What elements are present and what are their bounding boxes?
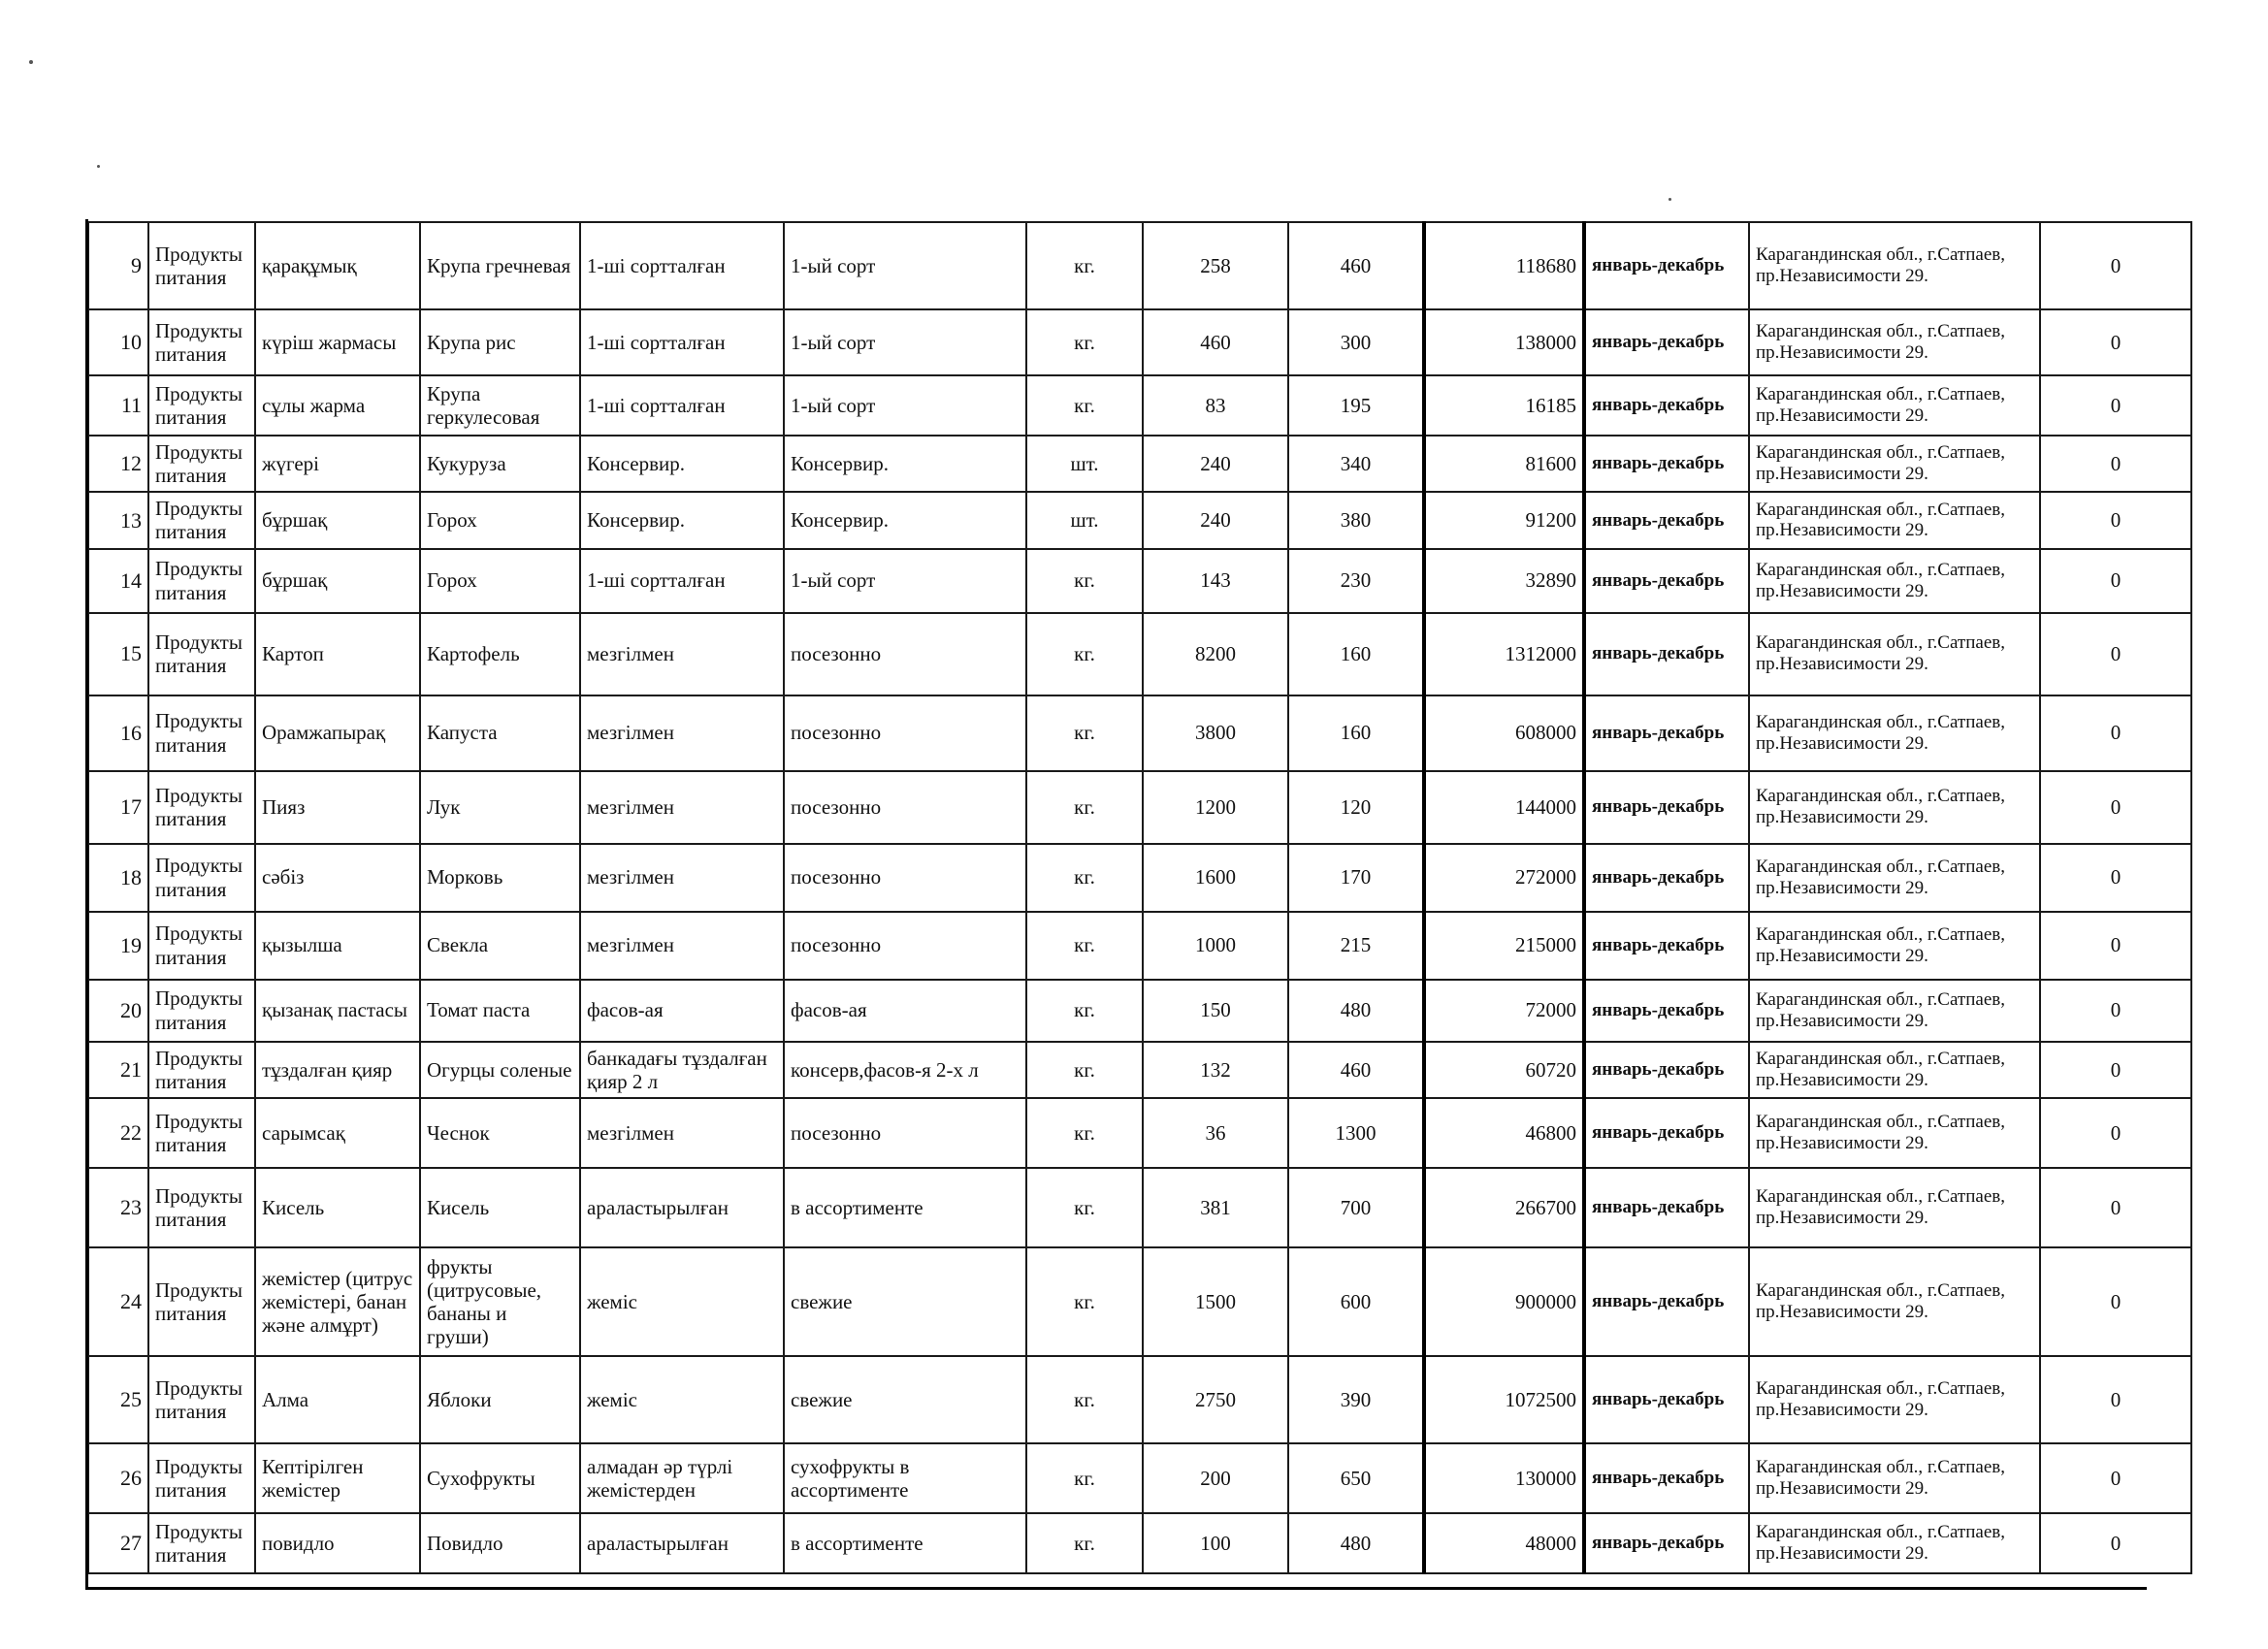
name-kz-cell: Кисель — [255, 1168, 420, 1247]
quantity-cell: 143 — [1143, 549, 1288, 613]
quantity-cell: 83 — [1143, 375, 1288, 436]
sum-cell: 138000 — [1424, 309, 1584, 375]
sum-cell: 32890 — [1424, 549, 1584, 613]
price-cell: 650 — [1288, 1443, 1424, 1513]
category-cell: Продукты питания — [148, 1098, 255, 1168]
price-cell: 230 — [1288, 549, 1424, 613]
unit-cell: кг. — [1026, 613, 1143, 695]
row-number: 19 — [88, 912, 148, 980]
name-ru-cell: Сухофрукты — [420, 1443, 580, 1513]
row-number: 21 — [88, 1042, 148, 1098]
description-ru-cell: 1-ый сорт — [784, 309, 1026, 375]
name-kz-cell: қарақұмық — [255, 222, 420, 309]
name-ru-cell: Горох — [420, 492, 580, 548]
unit-cell: кг. — [1026, 309, 1143, 375]
period-cell: январь-декабрь — [1584, 1513, 1749, 1573]
address-cell: Карагандинская обл., г.Сатпаев, пр.Независимости 29. — [1749, 436, 2040, 492]
address-cell: Карагандинская обл., г.Сатпаев, пр.Независимости 29. — [1749, 375, 2040, 436]
name-ru-cell: Томат паста — [420, 980, 580, 1042]
quantity-cell: 1200 — [1143, 771, 1288, 844]
quantity-cell: 36 — [1143, 1098, 1288, 1168]
advance-cell: 0 — [2040, 492, 2191, 548]
description-ru-cell: 1-ый сорт — [784, 222, 1026, 309]
address-cell: Карагандинская обл., г.Сатпаев, пр.Независимости 29. — [1749, 222, 2040, 309]
advance-cell: 0 — [2040, 980, 2191, 1042]
table-row — [88, 912, 2191, 980]
name-ru-cell: Лук — [420, 771, 580, 844]
name-kz-cell: Пияз — [255, 771, 420, 844]
period-cell: январь-декабрь — [1584, 980, 1749, 1042]
category-cell: Продукты питания — [148, 1168, 255, 1247]
category-cell: Продукты питания — [148, 844, 255, 912]
sum-cell: 118680 — [1424, 222, 1584, 309]
advance-cell: 0 — [2040, 375, 2191, 436]
category-cell: Продукты питания — [148, 912, 255, 980]
advance-cell: 0 — [2040, 771, 2191, 844]
table-row — [88, 549, 2191, 613]
row-number: 17 — [88, 771, 148, 844]
category-cell: Продукты питания — [148, 222, 255, 309]
row-number: 22 — [88, 1098, 148, 1168]
unit-cell: кг. — [1026, 1168, 1143, 1247]
price-cell: 480 — [1288, 980, 1424, 1042]
unit-cell: кг. — [1026, 1042, 1143, 1098]
name-ru-cell: Кисель — [420, 1168, 580, 1247]
sum-cell: 1312000 — [1424, 613, 1584, 695]
advance-cell: 0 — [2040, 1247, 2191, 1356]
description-ru-cell: 1-ый сорт — [784, 375, 1026, 436]
table-row — [88, 492, 2191, 548]
table-row — [88, 1098, 2191, 1168]
sum-cell: 215000 — [1424, 912, 1584, 980]
description-ru-cell: 1-ый сорт — [784, 549, 1026, 613]
table-row — [88, 1443, 2191, 1513]
advance-cell: 0 — [2040, 309, 2191, 375]
category-cell: Продукты питания — [148, 1247, 255, 1356]
description-kz-cell: 1-ші сортталған — [580, 309, 784, 375]
row-number: 14 — [88, 549, 148, 613]
table-row — [88, 1247, 2191, 1356]
description-kz-cell: мезгілмен — [580, 771, 784, 844]
sum-cell: 81600 — [1424, 436, 1584, 492]
period-cell: январь-декабрь — [1584, 695, 1749, 771]
unit-cell: кг. — [1026, 912, 1143, 980]
quantity-cell: 2750 — [1143, 1356, 1288, 1443]
name-kz-cell: Картоп — [255, 613, 420, 695]
address-cell: Карагандинская обл., г.Сатпаев, пр.Независимости 29. — [1749, 492, 2040, 548]
sum-cell: 72000 — [1424, 980, 1584, 1042]
period-cell: январь-декабрь — [1584, 1356, 1749, 1443]
name-ru-cell: Повидло — [420, 1513, 580, 1573]
address-cell: Карагандинская обл., г.Сатпаев, пр.Независимости 29. — [1749, 309, 2040, 375]
category-cell: Продукты питания — [148, 1042, 255, 1098]
price-cell: 460 — [1288, 222, 1424, 309]
name-kz-cell: повидло — [255, 1513, 420, 1573]
quantity-cell: 258 — [1143, 222, 1288, 309]
period-cell: январь-декабрь — [1584, 1168, 1749, 1247]
category-cell: Продукты питания — [148, 309, 255, 375]
address-cell: Карагандинская обл., г.Сатпаев, пр.Независимости 29. — [1749, 1042, 2040, 1098]
period-cell: январь-декабрь — [1584, 771, 1749, 844]
unit-cell: шт. — [1026, 492, 1143, 548]
address-cell: Карагандинская обл., г.Сатпаев, пр.Независимости 29. — [1749, 549, 2040, 613]
description-ru-cell: сухофрукты в ассортименте — [784, 1443, 1026, 1513]
period-cell: январь-декабрь — [1584, 309, 1749, 375]
quantity-cell: 3800 — [1143, 695, 1288, 771]
name-ru-cell: Кукуруза — [420, 436, 580, 492]
row-number: 12 — [88, 436, 148, 492]
sum-cell: 46800 — [1424, 1098, 1584, 1168]
scan-speck — [1669, 198, 1671, 201]
name-ru-cell: Огурцы соленые — [420, 1042, 580, 1098]
name-ru-cell: Картофель — [420, 613, 580, 695]
advance-cell: 0 — [2040, 844, 2191, 912]
price-cell: 195 — [1288, 375, 1424, 436]
quantity-cell: 460 — [1143, 309, 1288, 375]
name-ru-cell: Капуста — [420, 695, 580, 771]
description-ru-cell: фасов-ая — [784, 980, 1026, 1042]
name-ru-cell: Морковь — [420, 844, 580, 912]
address-cell: Карагандинская обл., г.Сатпаев, пр.Независимости 29. — [1749, 844, 2040, 912]
row-number: 13 — [88, 492, 148, 548]
name-ru-cell: Горох — [420, 549, 580, 613]
description-kz-cell: мезгілмен — [580, 695, 784, 771]
period-cell: январь-декабрь — [1584, 375, 1749, 436]
description-ru-cell: посезонно — [784, 695, 1026, 771]
quantity-cell: 1600 — [1143, 844, 1288, 912]
address-cell: Карагандинская обл., г.Сатпаев, пр.Независимости 29. — [1749, 695, 2040, 771]
row-number: 26 — [88, 1443, 148, 1513]
price-cell: 340 — [1288, 436, 1424, 492]
unit-cell: кг. — [1026, 1513, 1143, 1573]
period-cell: январь-декабрь — [1584, 549, 1749, 613]
quantity-cell: 240 — [1143, 436, 1288, 492]
period-cell: январь-декабрь — [1584, 492, 1749, 548]
description-ru-cell: консерв,фасов-я 2-х л — [784, 1042, 1026, 1098]
description-kz-cell: банкадағы тұздалған қияр 2 л — [580, 1042, 784, 1098]
table-row — [88, 844, 2191, 912]
quantity-cell: 132 — [1143, 1042, 1288, 1098]
name-kz-cell: бұршақ — [255, 549, 420, 613]
table-row — [88, 222, 2191, 309]
price-cell: 600 — [1288, 1247, 1424, 1356]
description-kz-cell: жеміс — [580, 1356, 784, 1443]
description-kz-cell: мезгілмен — [580, 844, 784, 912]
sum-cell: 60720 — [1424, 1042, 1584, 1098]
category-cell: Продукты питания — [148, 613, 255, 695]
unit-cell: кг. — [1026, 549, 1143, 613]
unit-cell: кг. — [1026, 695, 1143, 771]
row-number: 20 — [88, 980, 148, 1042]
name-ru-cell: фрукты (цитрусовые, бананы и груши) — [420, 1247, 580, 1356]
category-cell: Продукты питания — [148, 492, 255, 548]
period-cell: январь-декабрь — [1584, 436, 1749, 492]
price-cell: 160 — [1288, 613, 1424, 695]
unit-cell: кг. — [1026, 375, 1143, 436]
description-ru-cell: посезонно — [784, 912, 1026, 980]
advance-cell: 0 — [2040, 549, 2191, 613]
table-row — [88, 375, 2191, 436]
period-cell: январь-декабрь — [1584, 613, 1749, 695]
price-cell: 460 — [1288, 1042, 1424, 1098]
address-cell: Карагандинская обл., г.Сатпаев, пр.Независимости 29. — [1749, 1513, 2040, 1573]
row-number: 10 — [88, 309, 148, 375]
address-cell: Карагандинская обл., г.Сатпаев, пр.Независимости 29. — [1749, 912, 2040, 980]
advance-cell: 0 — [2040, 1356, 2191, 1443]
address-cell: Карагандинская обл., г.Сатпаев, пр.Независимости 29. — [1749, 1356, 2040, 1443]
quantity-cell: 240 — [1143, 492, 1288, 548]
category-cell: Продукты питания — [148, 1513, 255, 1573]
row-number: 16 — [88, 695, 148, 771]
row-number: 9 — [88, 222, 148, 309]
description-kz-cell: жеміс — [580, 1247, 784, 1356]
quantity-cell: 381 — [1143, 1168, 1288, 1247]
name-kz-cell: қызылша — [255, 912, 420, 980]
table-row — [88, 1042, 2191, 1098]
description-kz-cell: фасов-ая — [580, 980, 784, 1042]
address-cell: Карагандинская обл., г.Сатпаев, пр.Независимости 29. — [1749, 980, 2040, 1042]
quantity-cell: 8200 — [1143, 613, 1288, 695]
price-cell: 380 — [1288, 492, 1424, 548]
name-kz-cell: сарымсақ — [255, 1098, 420, 1168]
advance-cell: 0 — [2040, 1098, 2191, 1168]
sum-cell: 266700 — [1424, 1168, 1584, 1247]
row-number: 18 — [88, 844, 148, 912]
advance-cell: 0 — [2040, 695, 2191, 771]
unit-cell: кг. — [1026, 771, 1143, 844]
name-kz-cell: бұршақ — [255, 492, 420, 548]
price-cell: 170 — [1288, 844, 1424, 912]
table-row — [88, 980, 2191, 1042]
advance-cell: 0 — [2040, 1168, 2191, 1247]
table-row — [88, 1513, 2191, 1573]
table-row — [88, 695, 2191, 771]
category-cell: Продукты питания — [148, 1443, 255, 1513]
period-cell: январь-декабрь — [1584, 912, 1749, 980]
row-number: 25 — [88, 1356, 148, 1443]
address-cell: Карагандинская обл., г.Сатпаев, пр.Независимости 29. — [1749, 1098, 2040, 1168]
price-cell: 480 — [1288, 1513, 1424, 1573]
description-kz-cell: мезгілмен — [580, 912, 784, 980]
address-cell: Карагандинская обл., г.Сатпаев, пр.Независимости 29. — [1749, 613, 2040, 695]
sum-cell: 91200 — [1424, 492, 1584, 548]
description-kz-cell: 1-ші сортталған — [580, 375, 784, 436]
price-cell: 300 — [1288, 309, 1424, 375]
name-kz-cell: Алма — [255, 1356, 420, 1443]
sum-cell: 272000 — [1424, 844, 1584, 912]
period-cell: январь-декабрь — [1584, 1098, 1749, 1168]
price-cell: 160 — [1288, 695, 1424, 771]
description-kz-cell: Консервир. — [580, 492, 784, 548]
name-ru-cell: Крупа рис — [420, 309, 580, 375]
description-ru-cell: свежие — [784, 1247, 1026, 1356]
description-ru-cell: посезонно — [784, 844, 1026, 912]
name-kz-cell: сәбіз — [255, 844, 420, 912]
unit-cell: кг. — [1026, 1247, 1143, 1356]
advance-cell: 0 — [2040, 613, 2191, 695]
description-ru-cell: посезонно — [784, 613, 1026, 695]
period-cell: январь-декабрь — [1584, 222, 1749, 309]
quantity-cell: 100 — [1143, 1513, 1288, 1573]
scan-speck — [29, 60, 33, 64]
description-kz-cell: Консервир. — [580, 436, 784, 492]
address-cell: Карагандинская обл., г.Сатпаев, пр.Независимости 29. — [1749, 1168, 2040, 1247]
category-cell: Продукты питания — [148, 436, 255, 492]
category-cell: Продукты питания — [148, 771, 255, 844]
price-cell: 390 — [1288, 1356, 1424, 1443]
procurement-table — [87, 221, 2192, 1574]
description-ru-cell: в ассортименте — [784, 1513, 1026, 1573]
description-ru-cell: Консервир. — [784, 436, 1026, 492]
row-number: 24 — [88, 1247, 148, 1356]
category-cell: Продукты питания — [148, 1356, 255, 1443]
name-ru-cell: Свекла — [420, 912, 580, 980]
scan-speck — [97, 165, 100, 168]
advance-cell: 0 — [2040, 436, 2191, 492]
table-row — [88, 436, 2191, 492]
sum-cell: 608000 — [1424, 695, 1584, 771]
row-number: 11 — [88, 375, 148, 436]
description-kz-cell: алмадан әр түрлі жемістерден — [580, 1443, 784, 1513]
unit-cell: шт. — [1026, 436, 1143, 492]
name-kz-cell: жемістер (цитрус жемістері, банан және алмұрт) — [255, 1247, 420, 1356]
unit-cell: кг. — [1026, 844, 1143, 912]
name-kz-cell: Орамжапырақ — [255, 695, 420, 771]
period-cell: январь-декабрь — [1584, 844, 1749, 912]
name-ru-cell: Крупа гречневая — [420, 222, 580, 309]
address-cell: Карагандинская обл., г.Сатпаев, пр.Независимости 29. — [1749, 1443, 2040, 1513]
description-kz-cell: 1-ші сортталған — [580, 549, 784, 613]
name-kz-cell: қызанақ пастасы — [255, 980, 420, 1042]
advance-cell: 0 — [2040, 1513, 2191, 1573]
price-cell: 120 — [1288, 771, 1424, 844]
table-row — [88, 1356, 2191, 1443]
unit-cell: кг. — [1026, 1356, 1143, 1443]
advance-cell: 0 — [2040, 1443, 2191, 1513]
description-kz-cell: араластырылған — [580, 1513, 784, 1573]
price-cell: 215 — [1288, 912, 1424, 980]
description-ru-cell: в ассортименте — [784, 1168, 1026, 1247]
sum-cell: 1072500 — [1424, 1356, 1584, 1443]
description-ru-cell: Консервир. — [784, 492, 1026, 548]
row-number: 15 — [88, 613, 148, 695]
name-kz-cell: Кептірілген жемістер — [255, 1443, 420, 1513]
quantity-cell: 1500 — [1143, 1247, 1288, 1356]
category-cell: Продукты питания — [148, 375, 255, 436]
unit-cell: кг. — [1026, 222, 1143, 309]
advance-cell: 0 — [2040, 912, 2191, 980]
sum-cell: 48000 — [1424, 1513, 1584, 1573]
period-cell: январь-декабрь — [1584, 1042, 1749, 1098]
sum-cell: 130000 — [1424, 1443, 1584, 1513]
period-cell: январь-декабрь — [1584, 1247, 1749, 1356]
sum-cell: 144000 — [1424, 771, 1584, 844]
advance-cell: 0 — [2040, 222, 2191, 309]
category-cell: Продукты питания — [148, 980, 255, 1042]
description-kz-cell: мезгілмен — [580, 1098, 784, 1168]
quantity-cell: 1000 — [1143, 912, 1288, 980]
table-row — [88, 309, 2191, 375]
name-kz-cell: күріш жармасы — [255, 309, 420, 375]
unit-cell: кг. — [1026, 1098, 1143, 1168]
description-ru-cell: свежие — [784, 1356, 1026, 1443]
quantity-cell: 150 — [1143, 980, 1288, 1042]
address-cell: Карагандинская обл., г.Сатпаев, пр.Независимости 29. — [1749, 1247, 2040, 1356]
unit-cell: кг. — [1026, 1443, 1143, 1513]
sum-cell: 900000 — [1424, 1247, 1584, 1356]
name-ru-cell: Чеснок — [420, 1098, 580, 1168]
name-kz-cell: жүгері — [255, 436, 420, 492]
unit-cell: кг. — [1026, 980, 1143, 1042]
price-cell: 700 — [1288, 1168, 1424, 1247]
name-kz-cell: сұлы жарма — [255, 375, 420, 436]
description-ru-cell: посезонно — [784, 771, 1026, 844]
table-row — [88, 1168, 2191, 1247]
advance-cell: 0 — [2040, 1042, 2191, 1098]
name-ru-cell: Яблоки — [420, 1356, 580, 1443]
price-cell: 1300 — [1288, 1098, 1424, 1168]
table-row — [88, 771, 2191, 844]
name-kz-cell: тұздалған қияр — [255, 1042, 420, 1098]
row-number: 23 — [88, 1168, 148, 1247]
sum-cell: 16185 — [1424, 375, 1584, 436]
description-kz-cell: мезгілмен — [580, 613, 784, 695]
description-kz-cell: 1-ші сортталған — [580, 222, 784, 309]
quantity-cell: 200 — [1143, 1443, 1288, 1513]
category-cell: Продукты питания — [148, 549, 255, 613]
table-row — [88, 613, 2191, 695]
description-kz-cell: араластырылған — [580, 1168, 784, 1247]
row-number: 27 — [88, 1513, 148, 1573]
category-cell: Продукты питания — [148, 695, 255, 771]
description-ru-cell: посезонно — [784, 1098, 1026, 1168]
period-cell: январь-декабрь — [1584, 1443, 1749, 1513]
address-cell: Карагандинская обл., г.Сатпаев, пр.Независимости 29. — [1749, 771, 2040, 844]
name-ru-cell: Крупа геркулесовая — [420, 375, 580, 436]
